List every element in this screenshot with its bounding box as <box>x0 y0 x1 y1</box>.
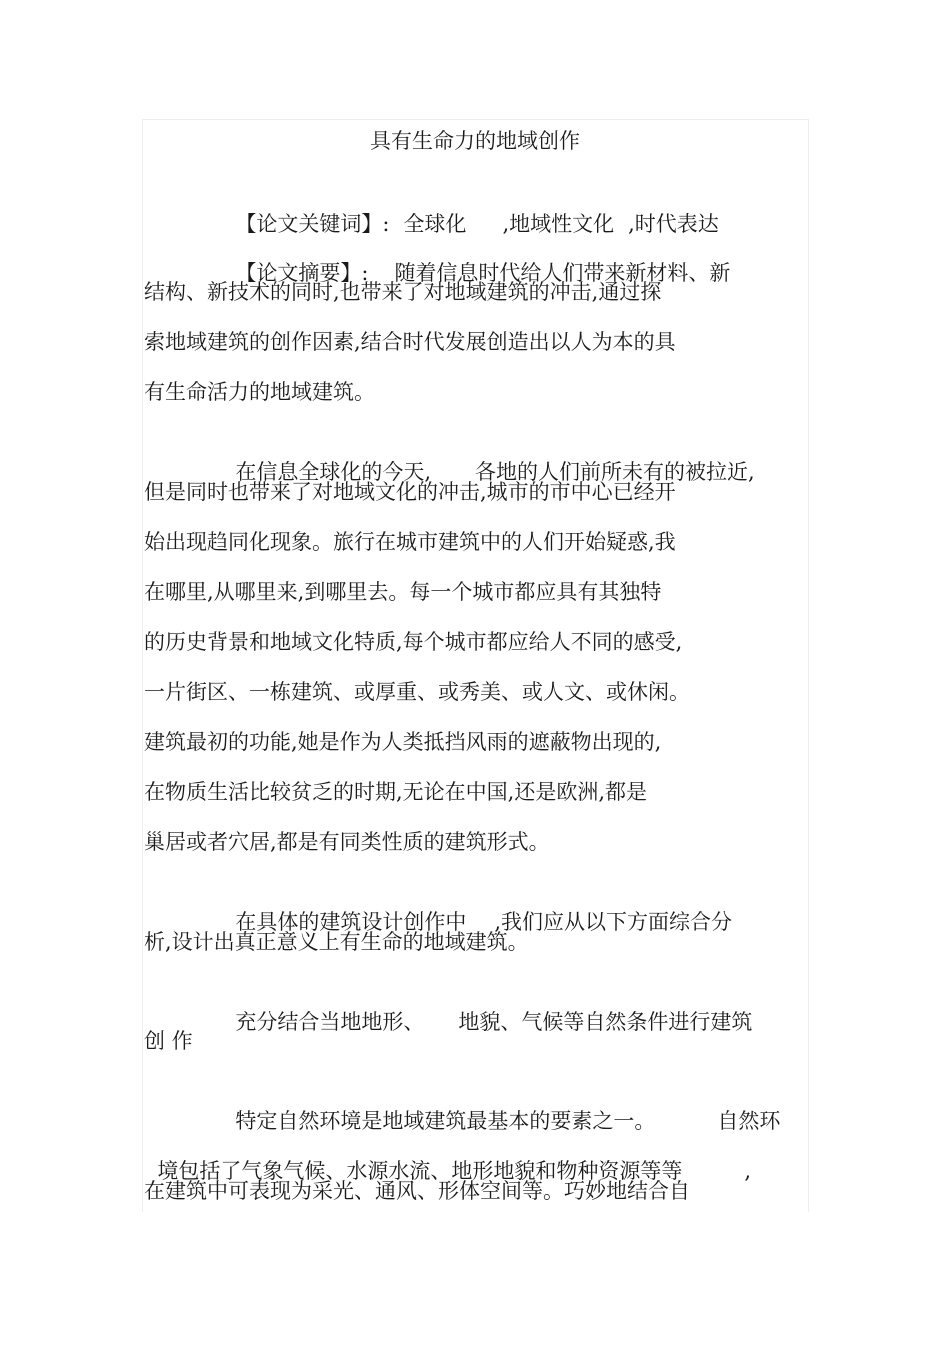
document-title: 具有生命力的地域创作 <box>370 129 580 153</box>
paragraph-text: 在具体的建筑设计创作中 <box>235 910 467 934</box>
paragraph-text: 境包括了气象气候、水源水流、地形地貌和物种资源等等 <box>157 1159 683 1183</box>
paragraph-text: 自然环 <box>717 1109 781 1133</box>
paragraph-text: 特定自然环境是地域建筑最基本的要素之一。 <box>235 1109 656 1133</box>
paragraph-line: 巢居或者穴居,都是有同类性质的建筑形式。 <box>144 830 550 854</box>
paragraph-line: 一片街区、一栋建筑、或厚重、或秀美、或人文、或休闲。 <box>144 680 690 704</box>
keywords-label: 【论文关键词】: <box>235 212 390 236</box>
section-heading <box>222 977 753 1034</box>
abstract-label: 【论文摘要】: <box>235 261 369 285</box>
paragraph-line: 在哪里,从哪里来,到哪里去。每一个城市都应具有其独特 <box>144 580 662 604</box>
paragraph-text: ,我们应从以下方面综合分 <box>494 910 733 934</box>
paragraph-text: , <box>744 1159 752 1183</box>
paragraph-line: 但是同时也带来了对地域文化的冲击,城市的市中心已经开 <box>144 480 676 504</box>
paragraph-line: 的历史背景和地域文化特质,每个城市都应给人不同的感受, <box>144 630 683 654</box>
paragraph-first-line <box>222 1076 781 1133</box>
paragraph-line: 始出现趋同化现象。旅行在城市建筑中的人们开始疑惑,我 <box>144 530 676 554</box>
paragraph-text: 各地的人们前所未有的被拉近, <box>475 460 755 484</box>
paragraph-line: 在建筑中可表现为采光、通风、形体空间等。巧妙地结合自 <box>144 1179 690 1203</box>
section-heading-text: 地貌、气候等自然条件进行建筑 <box>458 1010 753 1034</box>
keyword-item: 全球化 <box>403 212 467 236</box>
keyword-item: ,时代表达 <box>628 212 719 236</box>
keyword-item: ,地域性文化 <box>502 212 615 236</box>
abstract-text: 随着信息时代给人们带来新材料、新 <box>394 261 731 285</box>
abstract-line: 结构、新技术的同时,也带来了对地域建筑的冲击,通过探 <box>144 280 662 304</box>
paragraph-line: 析,设计出真正意义上有生命的地域建筑。 <box>144 930 529 954</box>
paragraph-text: 在信息全球化的今天, <box>235 460 432 484</box>
section-heading-text: 充分结合当地地形、 <box>235 1010 425 1034</box>
abstract-line: 索地域建筑的创作因素,结合时代发展创造出以人为本的具 <box>144 330 676 354</box>
section-heading-line: 创 作 <box>144 1029 193 1053</box>
paragraph-line: 建筑最初的功能,她是作为人类抵挡风雨的遮蔽物出现的, <box>144 730 662 754</box>
abstract-line: 有生命活力的地域建筑。 <box>144 380 375 404</box>
abstract-first-line <box>222 228 731 285</box>
paragraph-first-line <box>222 877 733 934</box>
paragraph-line <box>144 1126 752 1183</box>
paragraph-first-line <box>222 427 755 484</box>
paragraph-line: 在物质生活比较贫乏的时期,无论在中国,还是欧洲,都是 <box>144 780 648 804</box>
keywords-line <box>222 179 719 236</box>
